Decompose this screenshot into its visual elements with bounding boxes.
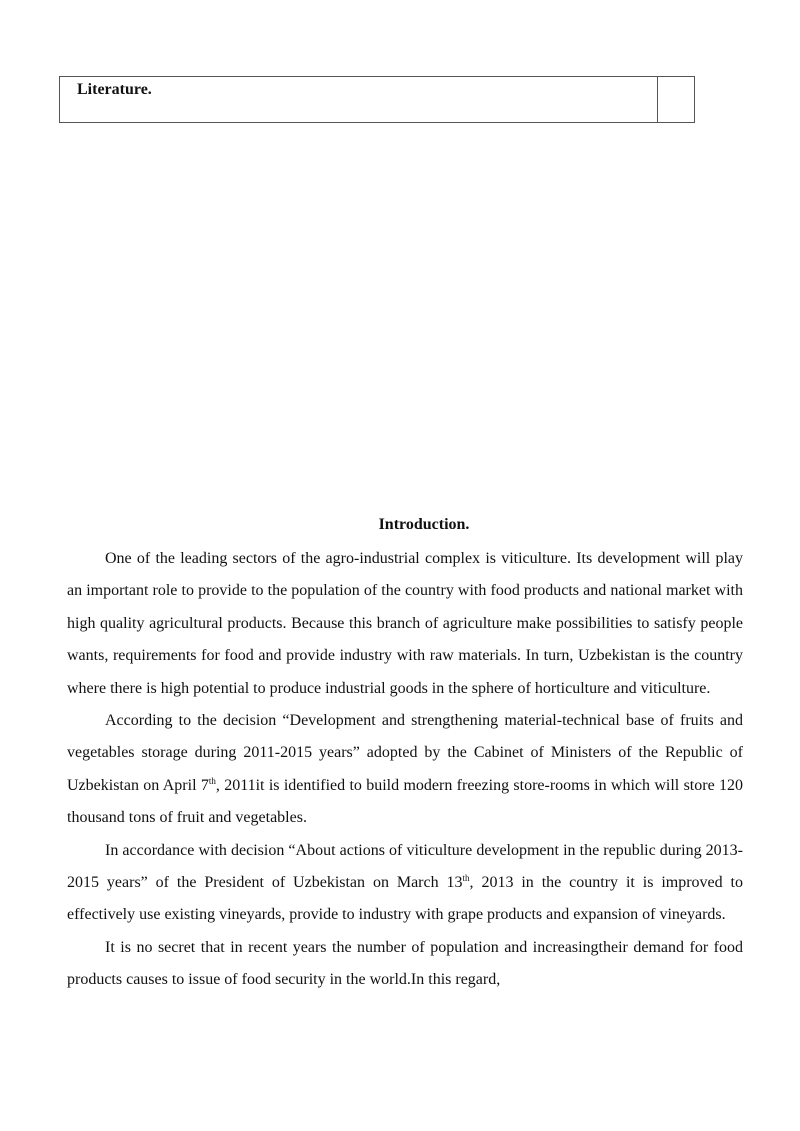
paragraph-2-superscript: th (208, 775, 216, 786)
paragraph-2-text-before: According to the decision “Development and strengthening material-technical base of fruits and vegetables storage during 2011-2015 years” adopted by the Cabinet of Ministers of the Republic of Uzbekistan on April 7 (67, 712, 743, 794)
paragraph-3 (67, 835, 743, 932)
toc-page-cell-divider (657, 77, 658, 122)
introduction-body (67, 543, 743, 997)
paragraph-4-text: It is no secret that in recent years the number of population and increasingtheir demand for food products causes to issue of food security in the world.In this regard, (67, 938, 743, 989)
paragraph-3-text-after: , 2013 in the country it is improved to effectively use existing vineyards, provide to industry with grape products and expansion of vineyards. (67, 874, 744, 924)
section-title-introduction: Introduction. (378, 516, 470, 533)
paragraph-3-superscript: th (462, 873, 470, 884)
paragraph-1-text: One of the leading sectors of the agro-industrial complex is viticulture. Its development will play an important role to provide to the population of the country with food products and national market with high quality agricultural products. Because this branch of agriculture make possibilities to satisfy people wants, requirements for food and provide industry with raw materials. In turn, Uzbekistan is the country where there is high potential to produce industrial goods in the sphere of horticulture and viticulture. (67, 550, 743, 697)
paragraph-2-text-after: , 2011it is identified to build modern freezing store-rooms in which will store 120 thousand tons of fruit and vegetables. (67, 776, 743, 827)
literature-toc-box (59, 76, 695, 123)
paragraph-2 (67, 705, 743, 835)
paragraph-4 (67, 932, 743, 997)
toc-literature-label: Literature. (77, 81, 152, 98)
paragraph-3-text-before: In accordance with decision “About actions of viticulture development in the republic during 2013-2015 years” of the President of Uzbekistan on March 13 (67, 841, 743, 892)
paragraph-1 (67, 543, 743, 705)
